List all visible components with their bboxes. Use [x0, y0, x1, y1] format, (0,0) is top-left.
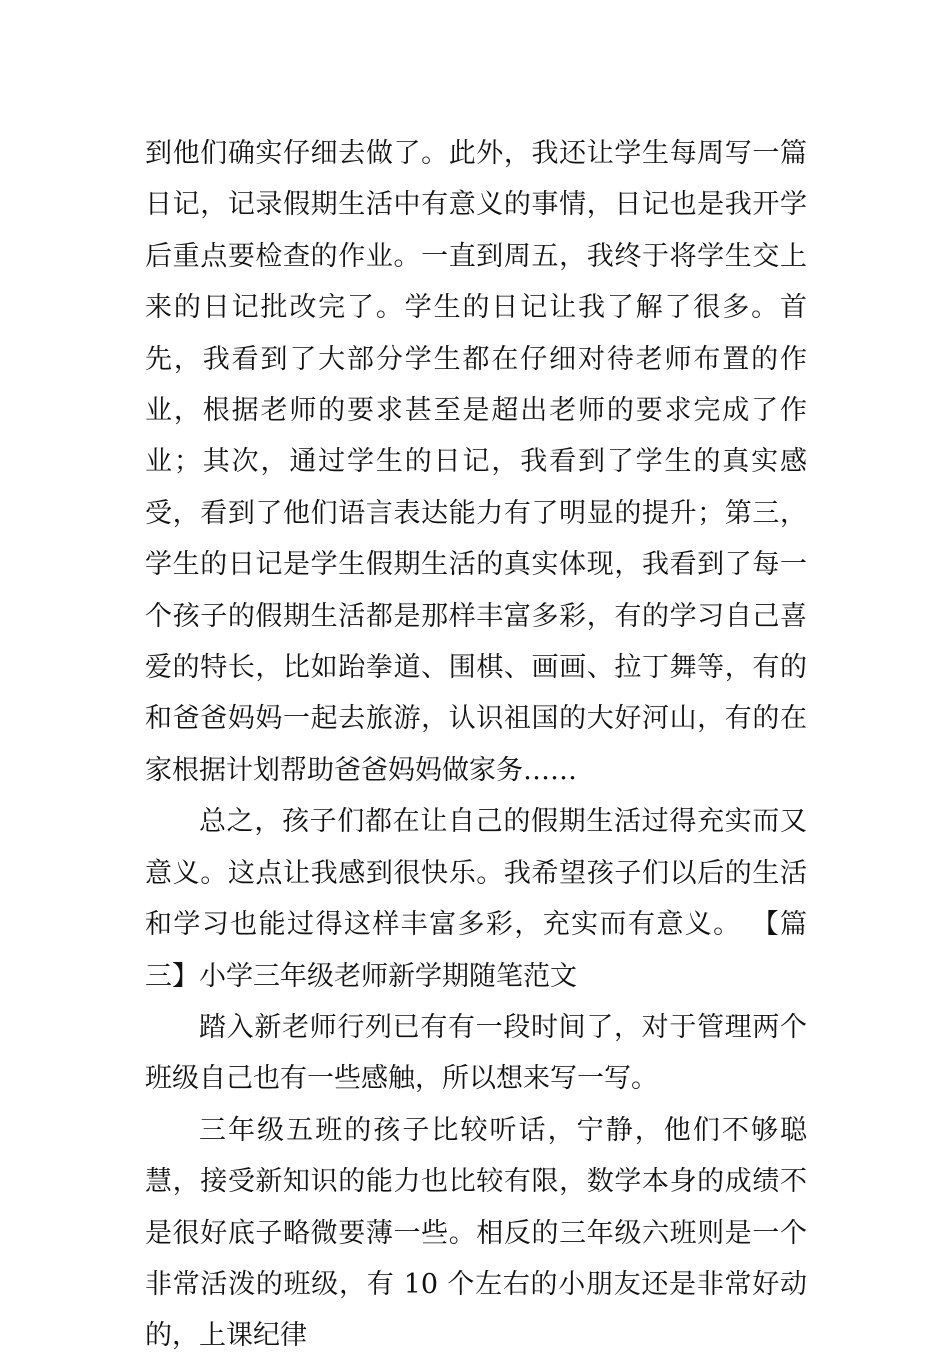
paragraph-summary: 总之，孩子们都在让自己的假期生活过得充实而又意义。这点让我感到很快乐。我希望孩子们以后的生活和学习也能过得这样丰富多彩，充实而有意义。 【篇三】小学三年级老师新学期随笔范文	[145, 806, 807, 992]
paragraph-diary-review: 到他们确实仔细去做了。此外，我还让学生每周写一篇日记，记录假期生活中有意义的事情，日记也是我开学后重点要检查的作业。一直到周五，我终于将学生交上来的日记批改完了。学生的日记让我了解了很多。首先，我看到了大部分学生都在仔细对待老师布置的作业，根据老师的要求甚至是超出老师的要求完成了作业；其次，通过学生的日记，我看到了学生的真实感受，看到了他们语言表达能力有了明显的提升；第三，学生的日记是学生假期生活的真实体现，我看到了每一个孩子的假期生活都是那样丰富多彩，有的学习自己喜爱的特长，比如跆拳道、围棋、画画、拉丁舞等，有的和爸爸妈妈一起去旅游，认识祖国的大好河山，有的在家根据计划帮助爸爸妈妈做家务……	[145, 138, 807, 786]
paragraph-class-comparison: 三年级五班的孩子比较听话，宁静，他们不够聪慧，接受新知识的能力也比较有限，数学本身的成绩不是很好底子略微要薄一些。相反的三年级六班则是一个非常活泼的班级，有 10 个左右的小朋友还是非常好动的，上课纪律	[145, 1114, 807, 1352]
document-body	[145, 128, 807, 1362]
paragraph-new-teacher: 踏入新老师行列已有有一段时间了，对于管理两个班级自己也有一些感触，所以想来写一写。	[145, 1011, 807, 1095]
